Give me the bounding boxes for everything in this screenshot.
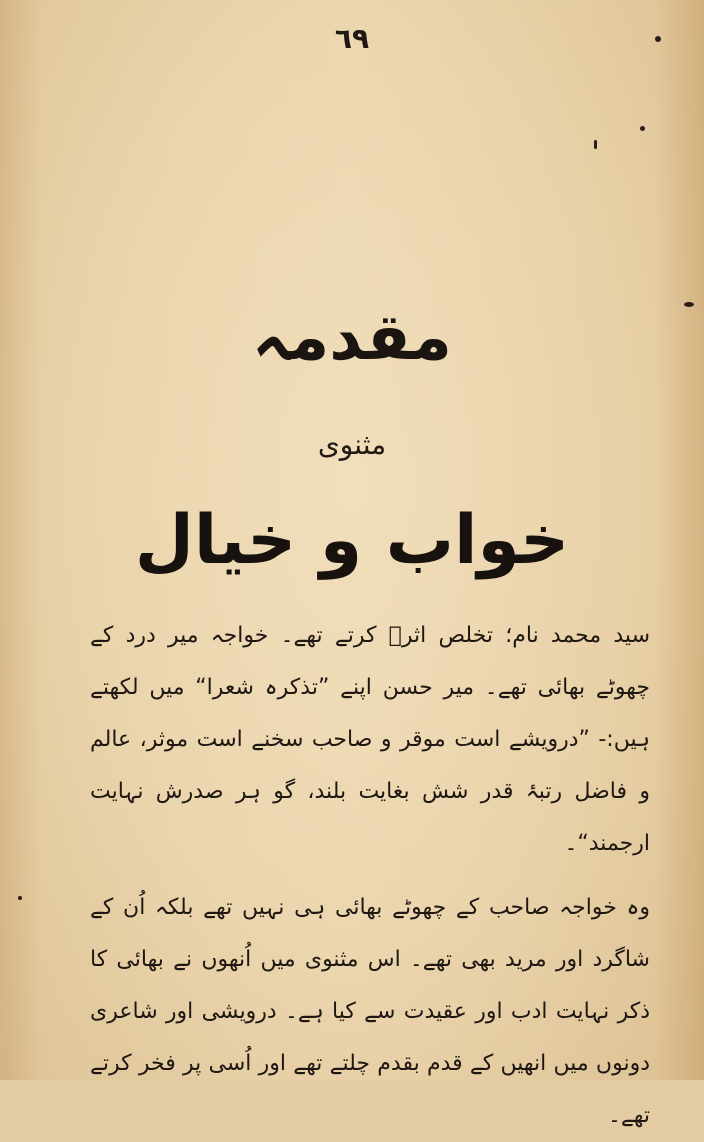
poem-title: خواب و خیال [134, 501, 570, 580]
page-number: ٦٩ [334, 22, 370, 55]
body-paragraph: وہ خواجہ صاحب کے چھوٹے بھائی ہی نہیں تھے بلکہ اُن کے شاگرد اور مرید بھی تھے۔ اس مثنوی میں اُنھوں نے بھائی کا ذکر نہایت ادب اور عقیدت سے کیا ہے۔ درویشی اور شاعری دونوں میں انھیں کے قدم بقدم چلتے تھے اور اُسی پر فخر کرتے تھے۔ [90, 895, 650, 1128]
ink-speck [655, 36, 661, 42]
ink-speck [18, 896, 22, 900]
main-heading: مقدمہ [252, 301, 452, 375]
ink-speck [594, 140, 597, 149]
ink-speck [640, 126, 645, 131]
body-paragraph: سید محمد نام؛ تخلص اثرؔ کرتے تھے۔ خواجہ میر درد کے چھوٹے بھائی تھے۔ میر حسن اپنے ”تذکرہ شعرا“ میں لکھتے ہیں:- ”درویشے است موقر و صاحب سخنے است موثر، عالم و فاضل رتبۂ قدر شش بغایت بلند، گو ہر صدرش نہایت ارجمند“۔ [90, 623, 650, 856]
body-text [90, 610, 650, 1142]
subheading: مثنوی [317, 428, 387, 461]
